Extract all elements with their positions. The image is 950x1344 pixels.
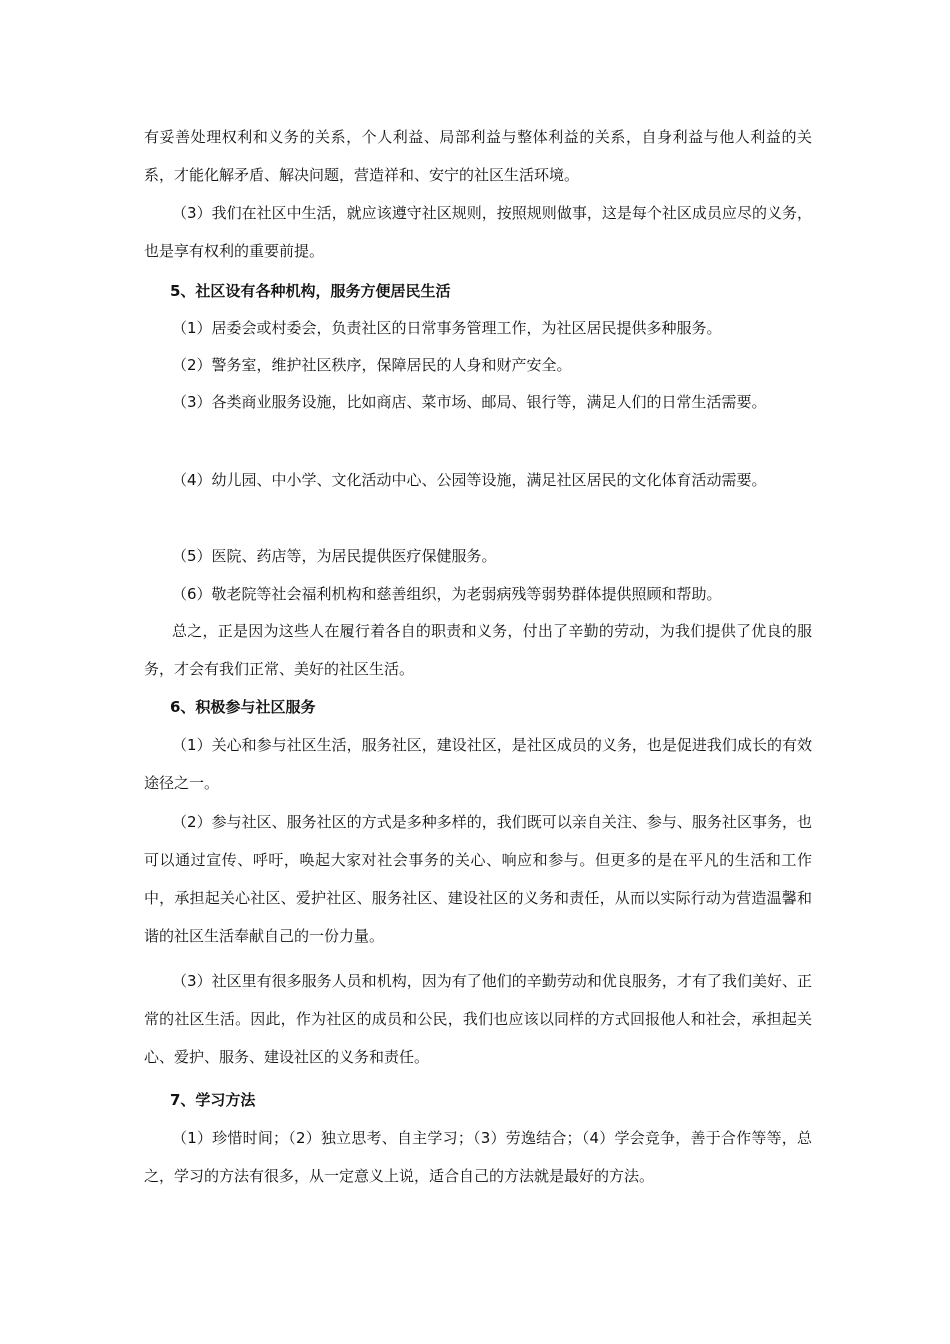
paragraph-5-summary: 总之，正是因为这些人在履行着各自的职责和义务，付出了辛勤的劳动，为我们提供了优良的服务，才会有我们正常、美好的社区生活。 <box>144 622 812 678</box>
paragraph-5-4: （4）幼儿园、中小学、文化活动中心、公园等设施，满足社区居民的文化体育活动需要。 <box>172 471 767 489</box>
paragraph-6-1: （1）关心和参与社区生活，服务社区，建设社区，是社区成员的义务，也是促进我们成长的有效途径之一。 <box>144 736 812 792</box>
paragraph-7-1: （1）珍惜时间；（2）独立思考、自主学习；（3）劳逸结合；（4）学会竞争，善于合作等等，总之，学习的方法有很多，从一定意义上说，适合自己的方法就是最好的方法。 <box>144 1129 812 1185</box>
section-heading-7: 7、学习方法 <box>170 1091 256 1109</box>
paragraph-5-5: （5）医院、药店等，为居民提供医疗保健服务。 <box>172 547 497 565</box>
paragraph-continuation: 有妥善处理权利和义务的关系，个人利益、局部利益与整体利益的关系，自身利益与他人利益的关系，才能化解矛盾、解决问题，营造祥和、安宁的社区生活环境。 <box>144 128 812 184</box>
paragraph-5-6: （6）敬老院等社会福利机构和慈善组织，为老弱病残等弱势群体提供照顾和帮助。 <box>172 585 722 603</box>
paragraph-6-3: （3）社区里有很多服务人员和机构，因为有了他们的辛勤劳动和优良服务，才有了我们美好、正常的社区生活。因此，作为社区的成员和公民，我们也应该以同样的方式回报他人和社会，承担起关心、爱护、服务、建设社区的义务和责任。 <box>144 972 812 1066</box>
section-heading-5: 5、社区设有各种机构，服务方便居民生活 <box>170 282 451 300</box>
section-heading-6: 6、积极参与社区服务 <box>170 698 316 716</box>
paragraph-5-1: （1）居委会或村委会，负责社区的日常事务管理工作，为社区居民提供多种服务。 <box>172 319 722 337</box>
paragraph-4-3: （3）我们在社区中生活，就应该遵守社区规则，按照规则做事，这是每个社区成员应尽的义务，也是享有权利的重要前提。 <box>144 204 812 260</box>
paragraph-6-2: （2）参与社区、服务社区的方式是多种多样的，我们既可以亲自关注、参与、服务社区事务，也可以通过宣传、呼吁，唤起大家对社会事务的关心、响应和参与。但更多的是在平凡的生活和工作中，承担起关心社区、爱护社区、服务社区、建设社区的义务和责任，从而以实际行动为营造温馨和谐的社区生活奉献自己的一份力量。 <box>144 813 812 945</box>
paragraph-5-2: （2）警务室，维护社区秩序，保障居民的人身和财产安全。 <box>172 356 572 374</box>
paragraph-5-3: （3）各类商业服务设施，比如商店、菜市场、邮局、银行等，满足人们的日常生活需要。 <box>172 393 767 411</box>
